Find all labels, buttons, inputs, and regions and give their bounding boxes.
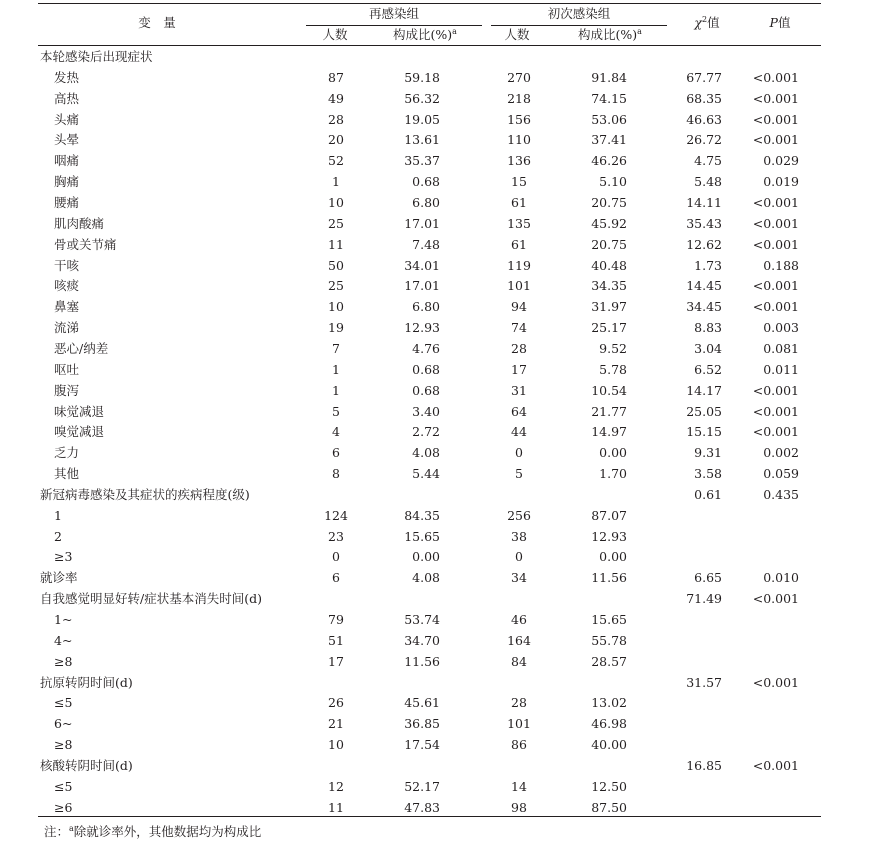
reinfection-ratio: 2.72 — [412, 424, 440, 440]
chi-square-value: 0.61 — [694, 486, 722, 502]
reinfection-ratio: 6.80 — [412, 195, 440, 210]
chi-square-value: 14.45 — [686, 278, 722, 294]
chi-square-value: 4.75 — [694, 153, 722, 169]
row-label: 腰痛 — [54, 195, 80, 210]
first-ratio: 91.84 — [591, 69, 627, 85]
reinfection-ratio: 53.74 — [404, 612, 440, 627]
first-count: 0 — [515, 549, 523, 565]
table-row — [0, 256, 880, 277]
table-row — [0, 652, 880, 673]
reinfection-ratio: 0.00 — [412, 549, 440, 565]
reinfection-count: 10 — [328, 195, 344, 210]
p-value: <0.001 — [752, 236, 799, 252]
reinfection-count: 6 — [332, 570, 340, 586]
reinfection-count: 17 — [328, 653, 344, 669]
p-value: 0.029 — [763, 153, 799, 169]
reinfection-ratio: 11.56 — [404, 653, 440, 669]
reinfection-ratio: 45.61 — [404, 695, 440, 711]
row-label: ≥8 — [54, 653, 73, 669]
row-label: 就诊率 — [40, 570, 78, 586]
first-count: 38 — [511, 528, 527, 544]
chi-square-value: 9.31 — [694, 445, 722, 461]
row-label: 4~ — [54, 632, 73, 648]
reinfection-count: 23 — [328, 528, 344, 544]
first-count: 74 — [511, 320, 527, 336]
first-ratio: 5.10 — [599, 174, 627, 190]
reinfection-ratio: 19.05 — [404, 111, 440, 127]
table-row — [0, 506, 880, 527]
reinfection-ratio: 84.35 — [404, 507, 440, 523]
row-label: ≥8 — [54, 737, 73, 753]
table-row — [0, 172, 880, 193]
reinfection-count: 7 — [332, 340, 340, 356]
row-label: 2 — [54, 528, 62, 544]
table-row — [0, 527, 880, 548]
chi-square-value: 31.57 — [686, 674, 722, 690]
row-label: 其他 — [54, 466, 80, 481]
first-ratio: 9.52 — [599, 340, 627, 356]
reinfection-group-underline — [306, 25, 482, 26]
first-ratio: 13.02 — [591, 695, 627, 711]
reinfection-ratio: 59.18 — [404, 69, 440, 85]
header-first-infection-group: 初次感染组 — [547, 6, 611, 21]
header-first-count: 人数 — [504, 27, 530, 42]
reinfection-count: 1 — [332, 382, 340, 398]
chi-square-value: 5.48 — [694, 174, 722, 190]
p-value: <0.001 — [752, 111, 799, 127]
reinfection-ratio: 17.54 — [404, 737, 440, 753]
reinfection-ratio: 47.83 — [404, 799, 440, 815]
chi-square-value: 71.49 — [686, 591, 722, 607]
reinfection-count: 20 — [328, 132, 344, 148]
row-label: 呕吐 — [54, 361, 80, 377]
reinfection-ratio: 4.76 — [412, 340, 440, 356]
reinfection-ratio: 17.01 — [404, 215, 440, 231]
chi-square-value: 46.63 — [686, 111, 722, 127]
first-count: 164 — [507, 632, 531, 648]
chi-square-value: 14.11 — [686, 195, 722, 210]
reinfection-count: 10 — [328, 299, 344, 315]
table-row — [0, 610, 880, 631]
table-row — [0, 381, 880, 402]
table-row — [0, 318, 880, 339]
first-ratio: 46.98 — [591, 716, 627, 732]
table-row — [0, 360, 880, 381]
first-count: 15 — [511, 174, 527, 190]
table-row — [0, 297, 880, 318]
table-row — [0, 756, 880, 777]
first-count: 218 — [507, 90, 531, 106]
first-ratio: 53.06 — [591, 111, 627, 127]
reinfection-count: 87 — [328, 69, 344, 85]
header-p-value: P值 — [769, 15, 791, 30]
p-value: 0.188 — [763, 257, 799, 273]
row-label: 咽痛 — [54, 153, 80, 169]
row-label: 1 — [54, 507, 62, 523]
chi-square-value: 3.04 — [694, 340, 722, 356]
reinfection-ratio: 6.80 — [412, 299, 440, 315]
row-label: 头痛 — [54, 111, 80, 127]
reinfection-ratio: 0.68 — [412, 361, 440, 377]
table-row — [0, 777, 880, 798]
first-count: 110 — [507, 132, 531, 148]
reinfection-ratio: 34.01 — [404, 257, 440, 273]
table-row — [0, 422, 880, 443]
first-ratio: 37.41 — [591, 132, 627, 148]
reinfection-count: 11 — [328, 799, 344, 815]
reinfection-ratio: 5.44 — [412, 466, 440, 481]
first-ratio: 5.78 — [599, 361, 627, 377]
row-label: 胸痛 — [54, 174, 80, 190]
chi-square-value: 12.62 — [686, 236, 722, 252]
row-label: 味觉减退 — [54, 403, 105, 419]
row-label: ≤5 — [54, 695, 73, 711]
reinfection-ratio: 4.08 — [412, 445, 440, 461]
row-label: 肌肉酸痛 — [54, 215, 105, 231]
row-label: 新冠病毒感染及其症状的疾病程度(级) — [40, 486, 250, 502]
table-row — [0, 673, 880, 694]
first-ratio: 14.97 — [591, 424, 627, 440]
reinfection-count: 11 — [328, 236, 344, 252]
row-label: 自我感觉明显好转/症状基本消失时间(d) — [40, 591, 262, 607]
header-reinfection-ratio: 构成比(%)$^a$ — [393, 26, 457, 42]
first-ratio: 21.77 — [591, 403, 627, 419]
table-row — [0, 402, 880, 423]
row-label: 鼻塞 — [54, 299, 80, 315]
chi-square-value: 1.73 — [694, 257, 722, 273]
first-count: 98 — [511, 799, 527, 815]
reinfection-count: 25 — [328, 278, 344, 294]
p-value: 0.010 — [763, 570, 799, 586]
row-label: 发热 — [54, 69, 80, 85]
reinfection-ratio: 56.32 — [404, 90, 440, 106]
first-count: 0 — [515, 445, 523, 461]
reinfection-ratio: 12.93 — [404, 320, 440, 336]
reinfection-count: 21 — [328, 716, 344, 732]
chi-square-value: 15.15 — [686, 424, 722, 440]
chi-square-value: 3.58 — [694, 466, 722, 481]
row-label: 恶心/纳差 — [54, 340, 109, 356]
chi-square-value: 35.43 — [686, 215, 722, 231]
row-label: 干咳 — [54, 257, 80, 273]
table-row — [0, 714, 880, 735]
reinfection-ratio: 0.68 — [412, 382, 440, 398]
first-ratio: 11.56 — [591, 570, 627, 586]
p-value: <0.001 — [752, 382, 799, 398]
first-count: 270 — [507, 69, 531, 85]
table-row — [0, 464, 880, 485]
first-ratio: 74.15 — [591, 90, 627, 106]
first-count: 14 — [511, 778, 527, 794]
table-row — [0, 47, 880, 68]
first-count: 136 — [507, 153, 531, 169]
first-count: 5 — [515, 466, 523, 481]
table-row — [0, 276, 880, 297]
reinfection-count: 26 — [328, 695, 344, 711]
first-ratio: 46.26 — [591, 153, 627, 169]
reinfection-count: 19 — [328, 320, 344, 336]
row-label: 乏力 — [54, 445, 80, 461]
p-value: <0.001 — [752, 424, 799, 440]
chi-square-value: 16.85 — [686, 757, 722, 773]
p-value: 0.002 — [763, 445, 799, 461]
first-count: 61 — [511, 195, 527, 210]
table-row — [0, 693, 880, 714]
row-label: 核酸转阴时间(d) — [40, 757, 133, 773]
header-reinfection-group: 再感染组 — [368, 6, 420, 21]
reinfection-count: 12 — [328, 778, 344, 794]
reinfection-count: 5 — [332, 403, 340, 419]
p-value: 0.019 — [763, 174, 799, 190]
row-label: 腹泻 — [54, 382, 80, 398]
first-count: 34 — [511, 570, 527, 586]
first-count: 101 — [507, 278, 531, 294]
first-ratio: 15.65 — [591, 612, 627, 627]
row-label: 高热 — [54, 90, 80, 106]
first-count: 86 — [511, 737, 527, 753]
first-ratio: 87.07 — [591, 507, 627, 523]
first-ratio: 31.97 — [591, 299, 627, 315]
chi-square-value: 68.35 — [686, 90, 722, 106]
p-value: 0.011 — [763, 361, 799, 377]
first-ratio: 0.00 — [599, 549, 627, 565]
header-first-ratio: 构成比(%)$^a$ — [578, 26, 642, 42]
table-top-rule — [38, 3, 821, 4]
first-infection-group-underline — [491, 25, 667, 26]
table-row — [0, 485, 880, 506]
header-chi-square: $\chi^2$值 — [694, 14, 720, 30]
first-ratio: 40.48 — [591, 257, 627, 273]
chi-square-value: 34.45 — [686, 299, 722, 315]
p-value: <0.001 — [752, 90, 799, 106]
first-ratio: 40.00 — [591, 737, 627, 753]
reinfection-ratio: 52.17 — [404, 778, 440, 794]
first-count: 101 — [507, 716, 531, 732]
reinfection-ratio: 35.37 — [404, 153, 440, 169]
table-row — [0, 798, 880, 819]
p-value: 0.003 — [763, 320, 799, 336]
table-row — [0, 89, 880, 110]
chi-square-value: 14.17 — [686, 382, 722, 398]
reinfection-ratio: 15.65 — [404, 528, 440, 544]
first-ratio: 34.35 — [591, 278, 627, 294]
p-value: <0.001 — [752, 403, 799, 419]
table-row — [0, 547, 880, 568]
first-ratio: 20.75 — [591, 195, 627, 210]
reinfection-ratio: 7.48 — [412, 236, 440, 252]
first-ratio: 20.75 — [591, 236, 627, 252]
p-value: <0.001 — [752, 215, 799, 231]
p-value: <0.001 — [752, 591, 799, 607]
chi-square-value: 6.65 — [694, 570, 722, 586]
table-row — [0, 151, 880, 172]
first-count: 31 — [511, 382, 527, 398]
reinfection-count: 1 — [332, 361, 340, 377]
first-ratio: 1.70 — [599, 466, 627, 481]
p-value: <0.001 — [752, 674, 799, 690]
row-label: 头晕 — [54, 132, 80, 148]
table-row — [0, 68, 880, 89]
p-value: <0.001 — [752, 299, 799, 315]
table-row — [0, 235, 880, 256]
reinfection-count: 6 — [332, 445, 340, 461]
header-reinfection-count: 人数 — [322, 27, 348, 42]
reinfection-ratio: 13.61 — [404, 132, 440, 148]
table-row — [0, 589, 880, 610]
reinfection-count: 1 — [332, 174, 340, 190]
p-value: <0.001 — [752, 132, 799, 148]
reinfection-count: 25 — [328, 215, 344, 231]
reinfection-count: 51 — [328, 632, 344, 648]
first-ratio: 87.50 — [591, 799, 627, 815]
reinfection-ratio: 0.68 — [412, 174, 440, 190]
p-value: <0.001 — [752, 757, 799, 773]
first-count: 28 — [511, 340, 527, 356]
row-label: ≤5 — [54, 778, 73, 794]
table-row — [0, 443, 880, 464]
reinfection-count: 124 — [324, 507, 348, 523]
row-label: 流涕 — [54, 320, 80, 336]
header-variable: 变 量 — [138, 15, 176, 30]
table-row — [0, 110, 880, 131]
first-count: 256 — [507, 507, 531, 523]
reinfection-ratio: 4.08 — [412, 570, 440, 586]
row-label: 咳痰 — [54, 278, 80, 294]
p-value: <0.001 — [752, 278, 799, 294]
chi-square-value: 25.05 — [686, 403, 722, 419]
header-bottom-rule — [38, 45, 821, 46]
p-value: 0.059 — [763, 466, 799, 481]
row-label: 嗅觉减退 — [54, 424, 105, 440]
table-row — [0, 631, 880, 652]
reinfection-count: 52 — [328, 153, 344, 169]
first-count: 119 — [507, 257, 531, 273]
reinfection-ratio: 34.70 — [404, 632, 440, 648]
row-label: ≥3 — [54, 549, 73, 565]
reinfection-count: 49 — [328, 90, 344, 106]
table-row — [0, 735, 880, 756]
reinfection-ratio: 17.01 — [404, 278, 440, 294]
reinfection-count: 50 — [328, 257, 344, 273]
first-count: 61 — [511, 236, 527, 252]
table-row — [0, 130, 880, 151]
reinfection-count: 10 — [328, 737, 344, 753]
first-ratio: 12.50 — [591, 778, 627, 794]
first-count: 17 — [511, 361, 527, 377]
chi-square-value: 8.83 — [694, 320, 722, 336]
chi-square-value: 6.52 — [694, 361, 722, 377]
first-count: 28 — [511, 695, 527, 711]
chi-square-value: 26.72 — [686, 132, 722, 148]
first-ratio: 45.92 — [591, 215, 627, 231]
row-label: 1~ — [54, 612, 73, 627]
table-footnote: 注：$^a$除就诊率外，其他数据均为构成比 — [44, 823, 262, 839]
row-label: ≥6 — [54, 799, 73, 815]
p-value: 0.435 — [763, 486, 799, 502]
p-value: <0.001 — [752, 195, 799, 210]
p-value: <0.001 — [752, 69, 799, 85]
row-label: 6~ — [54, 716, 73, 732]
reinfection-count: 0 — [332, 549, 340, 565]
first-count: 46 — [511, 612, 527, 627]
table-row — [0, 193, 880, 214]
first-count: 84 — [511, 653, 527, 669]
reinfection-count: 8 — [332, 466, 340, 481]
table-row — [0, 339, 880, 360]
first-count: 135 — [507, 215, 531, 231]
table-row — [0, 214, 880, 235]
first-count: 44 — [511, 424, 527, 440]
first-ratio: 55.78 — [591, 632, 627, 648]
reinfection-count: 28 — [328, 111, 344, 127]
reinfection-ratio: 3.40 — [412, 403, 440, 419]
first-ratio: 28.57 — [591, 653, 627, 669]
table-row — [0, 568, 880, 589]
first-ratio: 12.93 — [591, 528, 627, 544]
reinfection-count: 4 — [332, 424, 340, 440]
reinfection-ratio: 36.85 — [404, 716, 440, 732]
first-ratio: 25.17 — [591, 320, 627, 336]
first-ratio: 0.00 — [599, 445, 627, 461]
chi-square-value: 67.77 — [686, 69, 722, 85]
reinfection-count: 79 — [328, 612, 344, 627]
row-label: 本轮感染后出现症状 — [40, 49, 153, 64]
row-label: 骨或关节痛 — [54, 236, 117, 252]
first-ratio: 10.54 — [591, 382, 627, 398]
first-count: 64 — [511, 403, 527, 419]
row-label: 抗原转阴时间(d) — [40, 674, 133, 690]
p-value: 0.081 — [763, 340, 799, 356]
first-count: 94 — [511, 299, 527, 315]
first-count: 156 — [507, 111, 531, 127]
